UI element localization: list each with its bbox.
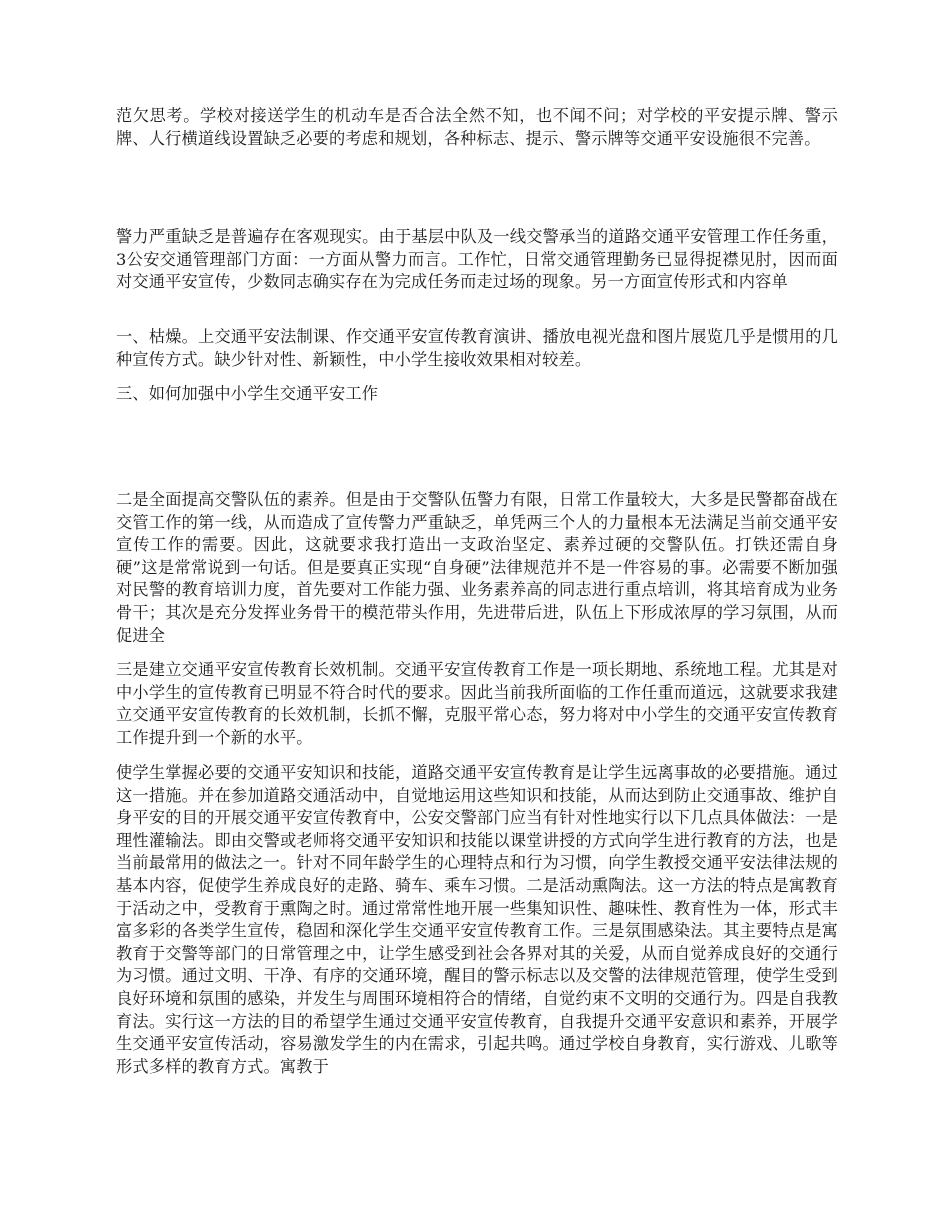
paragraph-5: 三是建立交通平安宣传教育长效机制。交通平安宣传教育工作是一项长期地、系统地工程。尤其是对中小学生的宣传教育已明显不符合时代的要求。因此当前我所面临的工作任重而道远，这就要求我建立交通平安宣传教育的长效机制，长抓不懈，克服平常心态，努力将对中小学生的交通平安宣传教育工作提升到一个新的水平。 [116,660,838,747]
paragraph-4: 二是全面提高交警队伍的素养。但是由于交警队伍警力有限，日常工作量较大，大多是民警都奋战在交管工作的第一线，从而造成了宣传警力严重缺乏，单凭两三个人的力量根本无法满足当前交通平安宣传工作的需要。因此，这就要求我打造出一支政治坚定、素养过硬的交警队伍。打铁还需自身硬”这是常常说到一句话。但是要真正实现“自身硬”法律规范并不是一件容易的事。必需要不断加强对民警的教育培训力度，首先要对工作能力强、业务素养高的同志进行重点培训，将其培育成为业务骨干；其次是充分发挥业务骨干的模范带头作用，先进带后进，队伍上下形成浓厚的学习氛围，从而促进全 [116,490,838,645]
paragraph-3: 一、枯燥。上交通平安法制课、作交通平安宣传教育演讲、播放电视光盘和图片展览几乎是惯用的几种宣传方式。缺少针对性、新颖性，中小学生接收效果相对较差。 [116,327,838,369]
paragraph-6: 使学生掌握必要的交通平安知识和技能，道路交通平安宣传教育是让学生远离事故的必要措施。通过这一措施。并在参加道路交通活动中，自觉地运用这些知识和技能，从而达到防止交通事故、维护自身平安的目的开展交通平安宣传教育中，公安交警部门应当有针对性地实行以下几点具体做法：一是理性灌输法。即由交警或老师将交通平安知识和技能以课堂讲授的方式向学生进行教育的方法，也是当前最常用的做法之一。针对不同年龄学生的心理特点和行为习惯，向学生教授交通平安法律法规的基本内容，促使学生养成良好的走路、骑车、乘车习惯。二是活动熏陶法。这一方法的特点是寓教育于活动之中，受教育于熏陶之时。通过常常性地开展一些集知识性、趣味性、教育性为一体，形式丰富多彩的各类学生宣传，稳固和深化学生交通平安宣传教育工作。三是氛围感染法。其主要特点是寓教育于交警等部门的日常管理之中，让学生感受到社会各界对其的关爱，从而自觉养成良好的交通行为习惯。通过文明、干净、有序的交通环境，醒目的警示标志以及交警的法律规范管理，使学生受到良好环境和氛围的感染，并发生与周围环境相符合的情绪，自觉约束不文明的交通行为。四是自我教育法。实行这一方法的目的希望学生通过交通平安宣传教育，自我提升交通平安意识和素养，开展学生交通平安宣传活动，容易激发学生的内在需求，引起共鸣。通过学校自身教育，实行游戏、儿歌等形式多样的教育方式。寓教于 [116,763,838,1076]
paragraph-2: 警力严重缺乏是普遍存在客观现实。由于基层中队及一线交警承当的道路交通平安管理工作任务重，3公安交通管理部门方面：一方面从警力而言。工作忙，日常交通管理勤务已显得捉襟见肘，因而面对交通平安宣传，少数同志确实存在为完成任务而走过场的现象。另一方面宣传形式和内容单 [116,227,838,292]
paragraph-1: 范欠思考。学校对接送学生的机动车是否合法全然不知，也不闻不问；对学校的平安提示牌、警示牌、人行横道线设置缺乏必要的考虑和规划，各种标志、提示、警示牌等交通平安设施很不完善。 [116,106,838,148]
section-heading: 三、如何加强中小学生交通平安工作 [116,384,379,403]
